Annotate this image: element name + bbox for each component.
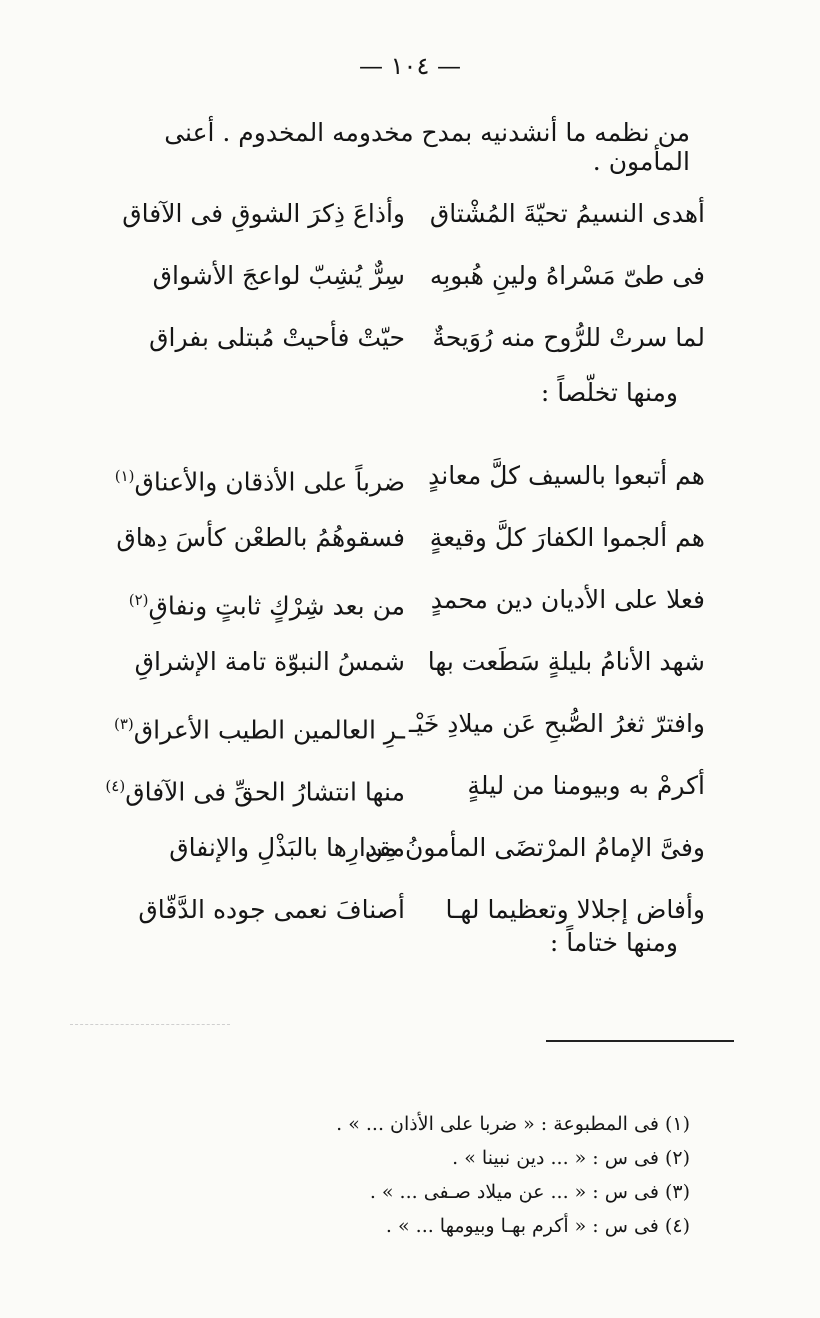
- footnote: (٤) فى س : « أكرم بهـا وبيومها ... » .: [385, 1215, 690, 1237]
- verse-line: [105, 514, 705, 562]
- verse-second-hemistich: وأذاعَ ذِكرَ الشوقِ فى الآفاق: [122, 199, 405, 228]
- verse-line: [105, 638, 705, 686]
- verse-line: [105, 452, 705, 500]
- footnote: (١) فى المطبوعة : « ضربا على الأذان ... » .: [336, 1113, 690, 1135]
- verse-first-hemistich: هم أتبعوا بالسيف كلَّ معاندٍ: [428, 461, 705, 490]
- verse-second-hemistich: [105, 452, 405, 506]
- verse-first-hemistich: فعلا على الأديان دين محمدٍ: [430, 585, 705, 614]
- verse-line: [105, 252, 705, 300]
- verse-second-hemistich: شمسُ النبوّة تامة الإشراقِ: [134, 647, 405, 676]
- footnote-marker: (١): [114, 467, 135, 485]
- page-number: — ١٠٤ —: [359, 52, 461, 80]
- verse-first-hemistich: هم ألجموا الكفارَ كلَّ وقيعةٍ: [429, 523, 705, 552]
- verse-line: [105, 576, 705, 624]
- verse-first-hemistich: وأفاض إجلالا وتعظيما لهـا: [445, 895, 705, 924]
- verse-line: [105, 190, 705, 238]
- faint-divider: [70, 1024, 230, 1025]
- section-subheading: ومنها ختاماً :: [549, 928, 678, 957]
- verse-second-hemistich: حيّتْ فأحيتْ مُبتلى بفراق: [149, 323, 405, 352]
- footnote: (٢) فى س : « ... دين نبينا » .: [452, 1147, 690, 1169]
- footnote-divider: [546, 1040, 734, 1042]
- verse-second-hemistich: [105, 576, 405, 630]
- verse-first-hemistich: لما سرتْ للرُّوح منه رُوَيحةٌ: [432, 323, 705, 352]
- verse-second-text: من بعد شِرْكٍ ثابتٍ ونفاقِ: [148, 591, 405, 621]
- verse-first-hemistich: فى طىّ مَسْراهُ ولينِ هُبوبِه: [429, 261, 705, 290]
- verse-line: [105, 886, 705, 934]
- verse-line: [105, 824, 705, 872]
- verse-second-hemistich: [105, 700, 405, 754]
- section-subheading: ومنها تخلّصاً :: [540, 378, 678, 407]
- verse-first-hemistich: شهد الأنامُ بليلةٍ سَطَعت بها: [427, 647, 705, 676]
- verse-first-hemistich: أهدى النسيمُ تحيّةَ المُشْتاق: [429, 199, 705, 228]
- verse-second-hemistich: فسقوهُمُ بالطعْن كأسَ دِهاق: [116, 523, 405, 552]
- verse-second-hemistich: سِرٌّ يُشِبّ لواعجَ الأشواق: [152, 261, 405, 290]
- verse-second-text: ـرِ العالمين الطيب الأعراق: [133, 715, 405, 745]
- verse-second-text: ضرباً على الأذقان والأعناق: [134, 467, 405, 497]
- footnote-marker: (٣): [113, 715, 134, 733]
- intro-line: من نظمه ما أنشدنيه بمدح مخدومه المخدوم . أعنى المأمون .: [164, 118, 690, 176]
- verse-second-hemistich: أصنافَ نعمى جوده الدَّفّاق: [138, 895, 405, 924]
- verse-line: [105, 314, 705, 362]
- footnote-marker: (٢): [128, 591, 149, 609]
- footnote: (٣) فى س : « ... عن ميلاد صـفى ... » .: [369, 1181, 690, 1203]
- verse-first-hemistich: أكرمْ به وبيومنا من ليلةٍ: [467, 771, 705, 800]
- verse-first-hemistich: وافترّ ثغرُ الصُّبحِ عَن ميلادِ خَيْـ: [408, 709, 705, 738]
- footnote-marker: (٤): [105, 777, 126, 795]
- verse-second-hemistich: [105, 762, 405, 816]
- verse-line: [105, 762, 705, 810]
- verse-second-hemistich: مقدارِها بالبَذْلِ والإنفاق: [169, 833, 405, 862]
- verse-second-text: منها انتشارُ الحقِّ فى الآفاق: [125, 777, 405, 807]
- verse-line: [105, 700, 705, 748]
- verse-first-hemistich: وفىَّ الإمامُ المرْتضَى المأمونُ مِن: [364, 833, 705, 862]
